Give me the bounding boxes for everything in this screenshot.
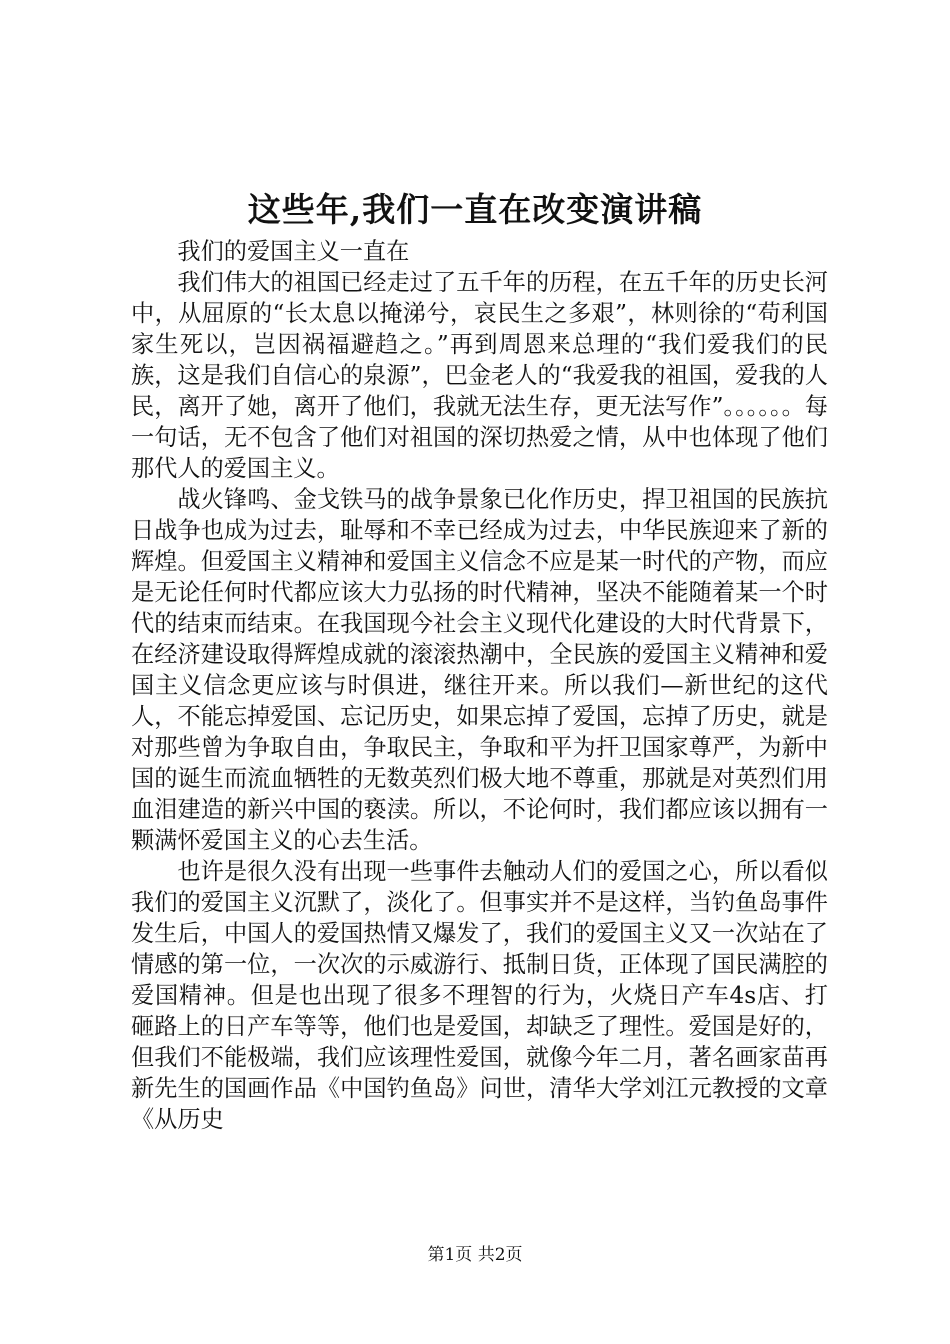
paragraph-2: 战火锋鸣、金戈铁马的战争景象已化作历史，捍卫祖国的民族抗日战争也成为过去，耻辱和不幸已经成为过去，中华民族迎来了新的辉煌。但爱国主义精神和爱国主义信念不应是某一时代的产物，而应是无论任何时代都应该大力弘扬的时代精神，坚决不能随着某一个时代的结束而结束。在我国现今社会主义现代化建设的大时代背景下，在经济建设取得辉煌成就的滚滚热潮中，全民族的爱国主义精神和爱国主义信念更应该与时俱进，继往开来。所以我们—新世纪的这代人，不能忘掉爱国、忘记历史，如果忘掉了爱国，忘掉了历史，就是对那些曾为争取自由，争取民主，争取和平为扞卫国家尊严，为新中国的诞生而流血牺牲的无数英烈们极大地不尊重，那就是对英烈们用血泪建造的新兴中国的亵渎。所以，不论何时，我们都应该以拥有一颗满怀爱国主义的心去生活。 <box>131 486 828 854</box>
document-title: 这些年,我们一直在改变演讲稿 <box>247 190 703 229</box>
paragraph-1: 我们伟大的祖国已经走过了五千年的历程，在五千年的历史长河中，从屈原的“长太息以掩涕兮，哀民生之多艰”，林则徐的“苟利国家生死以，岂因祸福避趋之。”再到周恩来总理的“我们爱我们的民族，这是我们自信心的泉源”，巴金老人的“我爱我的祖国，爱我的人民，离开了她，离开了他们，我就无法生存，更无法写作”。。。。。。每一句话，无不包含了他们对祖国的深切热爱之情，从中也体现了他们那代人的爱国主义。 <box>131 269 828 482</box>
paragraph-3: 也许是很久没有出现一些事件去触动人们的爱国之心，所以看似我们的爱国主义沉默了，淡化了。但事实并不是这样，当钓鱼岛事件发生后，中国人的爱国热情又爆发了，我们的爱国主义又一次站在了情感的第一位，一次次的示威游行、抵制日货，正体现了国民满腔的爱国精神。但是也出现了很多不理智的行为，火烧日产车4s店、打砸路上的日产车等等，他们也是爱国，却缺乏了理性。爱国是好的，但我们不能极端，我们应该理性爱国，就像今年二月，著名画家苗再新先生的国画作品《中国钓鱼岛》问世，清华大学刘江元教授的文章《从历史 <box>131 858 828 1133</box>
document-body <box>131 236 828 1135</box>
subheading: 我们的爱国主义一直在 <box>177 238 410 265</box>
page-number-footer: 第1页 共2页 <box>427 1245 523 1265</box>
